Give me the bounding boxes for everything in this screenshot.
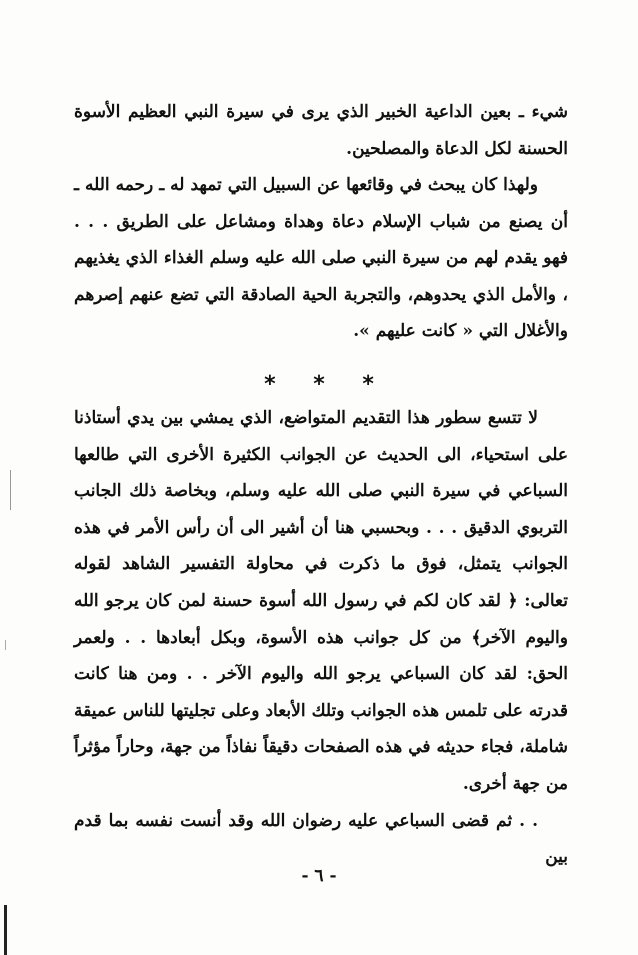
scan-edge-mark (5, 640, 6, 650)
paragraph-purpose: ولهذا كان يبحث في وقائعها عن السبيل التي تمهد له ـ رحمه الله ـ أن يصنع من شباب الإسلام دعاة وهداة ومشاعل على الطريق . . . فهو يقدم لهم من سيرة النبي صلى الله عليه وسلم الغذاء الذي يغذيهم ، والأمل الذي يحدوهم، والتجربة الحية الصادقة التي تضع عنهم إصرهم والأغلال التي « كانت عليهم ». (74, 175, 568, 341)
paragraph-closing: . . ثم قضى السباعي عليه رضوان الله وقد أنست نفسه بما قدم بين (74, 810, 568, 868)
scan-edge-mark (4, 905, 7, 955)
top-text-block (74, 94, 568, 350)
paragraph-introduction: لا تتسع سطور هذا التقديم المتواضع، الذي يمشي بين يدي أستاذنا على استحياء، الى الحديث عن الجوانب الكثيرة الأخرى التي طالعها السباعي في سيرة النبي صلى الله عليه وسلم، وبخاصة ذلك الجانب التربوي الدقيق . . . وبحسبي هنا أن أشير الى أن رأس الأمر في هذه الجوانب يتمثل، فوق ما ذكرت في محاولة التفسير الشاهد لقوله تعالى: ﴿ لقد كان لكم في رسول الله أسوة حسنة لمن كان يرجو الله واليوم الآخر﴾ من كل جوانب هذه الأسوة، وبكل أبعادها . . ولعمر الحق: لقد كان السباعي يرجو الله واليوم الآخر . . ومن هنا كانت قدرته على تلمس هذه الجوانب وتلك الأبعاد وعلى تجليتها للناس عميقة شاملة، فجاء حديثه في هذه الصفحات دقيقاً نفاذاً من جهة، وحاراً مؤثراً من جهة أخرى. (74, 408, 568, 794)
bottom-text-block (74, 400, 568, 876)
page-number: - ٦ - (301, 866, 337, 886)
section-separator: * * * (264, 372, 374, 397)
paragraph-continuation: شيء ـ بعين الداعية الخبير الذي يرى في سيرة النبي العظيم الأسوة الحسنة لكل الدعاة والمصلحين. (74, 102, 568, 159)
scan-edge-mark (10, 470, 11, 510)
